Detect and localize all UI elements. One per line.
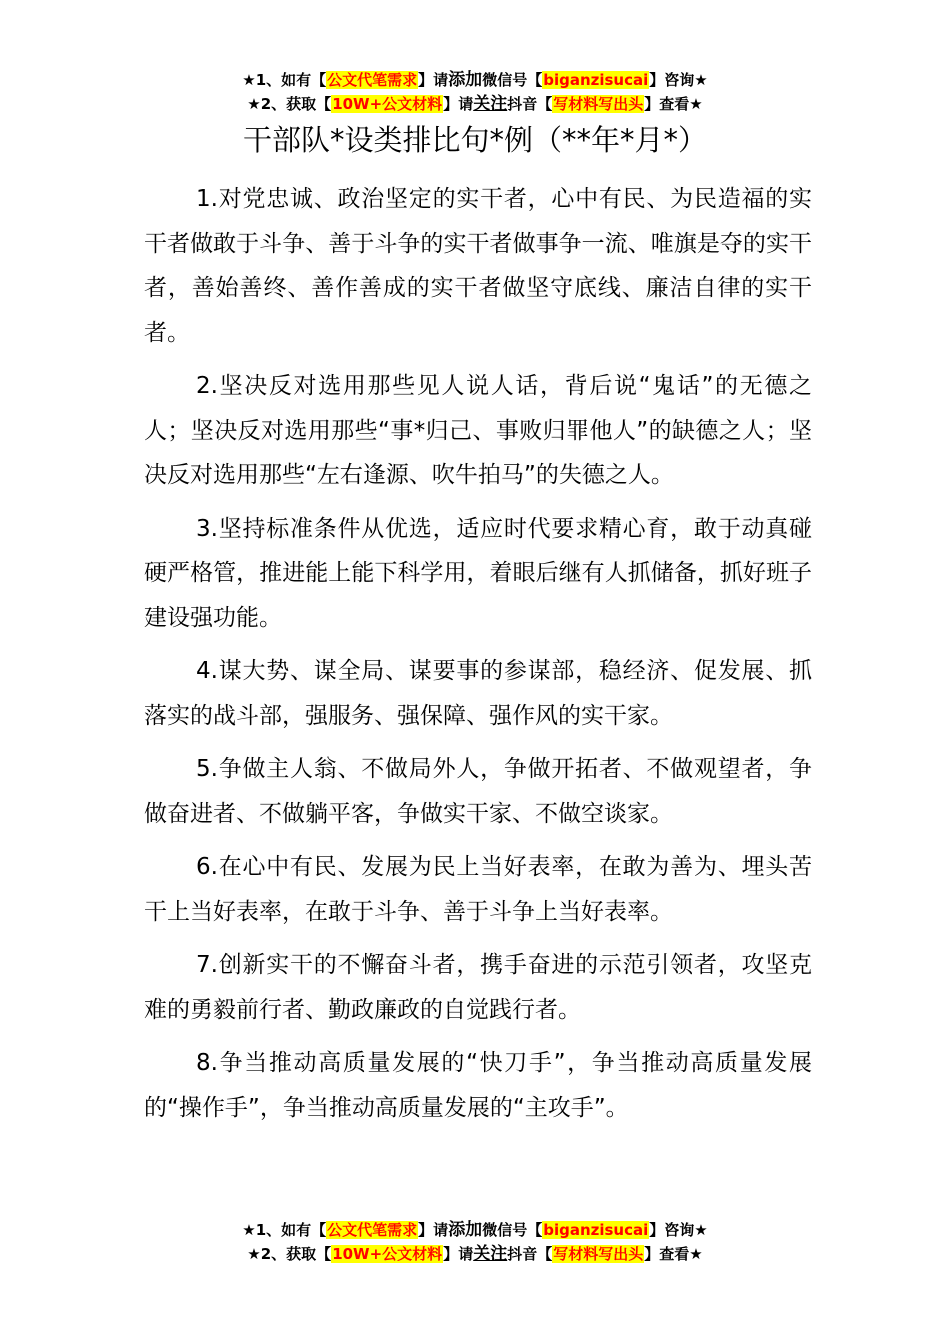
highlight-materials: 10W+公文材料	[332, 1245, 443, 1263]
paragraph-4: 4.谋大势、谋全局、谋要事的参谋部，稳经济、促发展、抓落实的战斗部，强服务、强保障、强作风的实干家。	[144, 658, 812, 729]
banner-text: 1、如有【	[255, 1221, 327, 1239]
star-icon: ★	[689, 1245, 703, 1263]
footer-banner	[0, 1218, 950, 1266]
paragraph-6: 6.在心中有民、发展为民上当好表率，在敢为善为、埋头苦干上当好表率，在敢于斗争、善于斗争上当好表率。	[144, 854, 812, 925]
banner-line-2	[0, 1242, 950, 1266]
banner-emphasis: 添加	[448, 1220, 483, 1240]
header-banner	[0, 68, 950, 116]
highlight-wechat-id: biganzisucai	[543, 1221, 649, 1239]
banner-text: 】咨询	[649, 1221, 695, 1239]
banner-text: 2、获取【	[260, 1245, 332, 1263]
paragraph-5: 5.争做主人翁、不做局外人，争做开拓者、不做观望者，争做奋进者、不做躺平客，争做实干家、不做空谈家。	[144, 756, 812, 827]
highlight-service: 公文代笔需求	[327, 1221, 418, 1239]
star-icon: ★	[694, 1221, 708, 1239]
banner-text: 微信号【	[482, 1221, 543, 1239]
banner-text: 】请	[443, 1245, 474, 1263]
banner-text: 】咨询	[649, 71, 695, 89]
paragraph-2: 2.坚决反对选用那些见人说人话，背后说“鬼话”的无德之人；坚决反对选用那些“事*归己、事败归罪他人”的缺德之人；坚决反对选用那些“左右逢源、吹牛拍马”的失德之人。	[144, 373, 812, 488]
banner-emphasis: 关注	[473, 94, 508, 114]
star-icon: ★	[242, 1221, 256, 1239]
star-icon: ★	[247, 95, 261, 113]
star-icon: ★	[694, 71, 708, 89]
banner-text: 微信号【	[482, 71, 543, 89]
banner-text: 】请	[418, 71, 449, 89]
highlight-materials: 10W+公文材料	[332, 95, 443, 113]
highlight-douyin-account: 写材料写出头	[553, 95, 644, 113]
banner-text: 抖音【	[507, 1245, 553, 1263]
banner-text: 2、获取【	[260, 95, 332, 113]
banner-text: 】查看	[644, 1245, 690, 1263]
banner-emphasis: 关注	[473, 1244, 508, 1264]
highlight-douyin-account: 写材料写出头	[553, 1245, 644, 1263]
highlight-wechat-id: biganzisucai	[543, 71, 649, 89]
document-title: 干部队*设类排比句*例（**年*月*）	[242, 123, 707, 157]
banner-line-1	[0, 68, 950, 92]
star-icon: ★	[247, 1245, 261, 1263]
paragraph-8: 8.争当推动高质量发展的“快刀手”，争当推动高质量发展的“操作手”，争当推动高质量发展的“主攻手”。	[144, 1050, 812, 1121]
document-body	[144, 177, 812, 1139]
star-icon: ★	[689, 95, 703, 113]
banner-text: 】请	[418, 1221, 449, 1239]
banner-text: 】查看	[644, 95, 690, 113]
star-icon: ★	[242, 71, 256, 89]
banner-line-1	[0, 1218, 950, 1242]
paragraph-3: 3.坚持标准条件从优选，适应时代要求精心育，敢于动真碰硬严格管，推进能上能下科学用，着眼后继有人抓储备，抓好班子建设强功能。	[144, 515, 812, 631]
banner-line-2	[0, 92, 950, 116]
highlight-service: 公文代笔需求	[327, 71, 418, 89]
banner-text: 】请	[443, 95, 474, 113]
banner-emphasis: 添加	[448, 70, 483, 90]
paragraph-7: 7.创新实干的不懈奋斗者，携手奋进的示范引领者，攻坚克难的勇毅前行者、勤政廉政的自觉践行者。	[144, 952, 812, 1023]
banner-text: 抖音【	[507, 95, 553, 113]
paragraph-1: 1.对党忠诚、政治坚定的实干者，心中有民、为民造福的实干者做敢于斗争、善于斗争的实干者做事争一流、唯旗是夺的实干者，善始善终、善作善成的实干者做坚守底线、廉洁自律的实干者。	[144, 186, 812, 346]
banner-text: 1、如有【	[255, 71, 327, 89]
